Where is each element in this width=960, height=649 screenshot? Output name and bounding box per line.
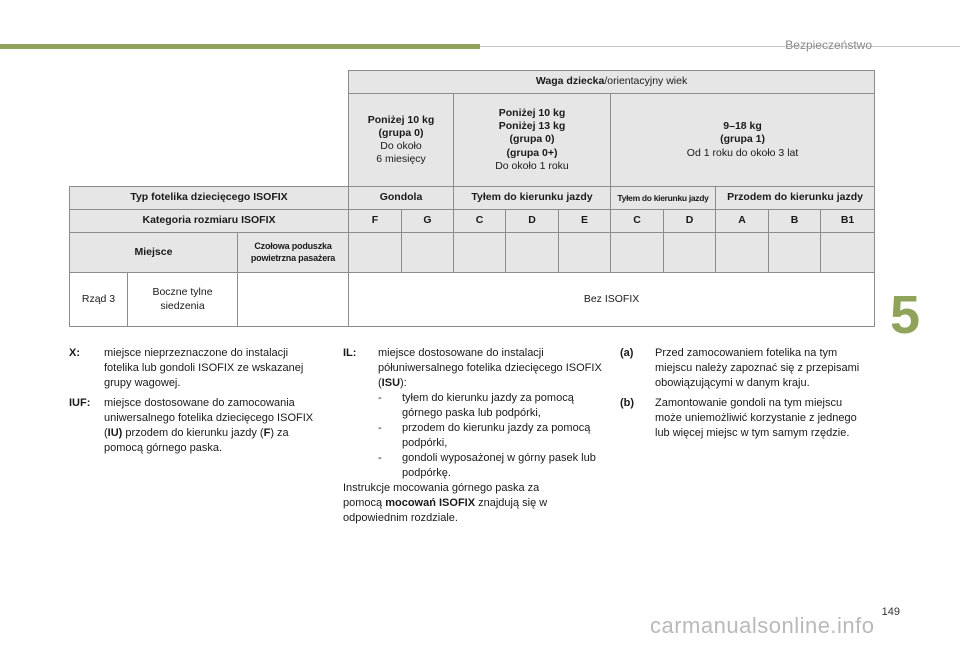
size-cell: D: [664, 210, 716, 233]
list-item: - tyłem do kierunku jazdy za pomocą górnego paska lub podpórki,: [378, 392, 574, 419]
legend-note-b: (b) Zamontowanie gondoli na tym miejscu może uniemożliwić korzystanie z jednego lub więcej miejsc w tym samym rzędzie.: [620, 397, 857, 439]
header-accent-bar: [0, 44, 480, 49]
size-cell: C: [454, 210, 506, 233]
empty-cell: [611, 233, 664, 273]
legend-note-a: (a) Przed zamocowaniem fotelika na tym miejscu należy zapoznać się z przepisami obowiązującymi w danym kraju.: [620, 347, 860, 389]
size-category-label: Kategoria rozmiaru ISOFIX: [70, 210, 349, 233]
isofix-instructions: Instrukcje mocowania górnego paska za pomocą mocowań ISOFIX znajdują się w odpowiednim rozdziale.: [343, 482, 548, 524]
list-item: - przodem do kierunku jazdy za pomocą podpórki,: [378, 422, 591, 449]
type-forward-facing: Przodem do kierunku jazdy: [716, 187, 875, 210]
empty-cell: [821, 233, 875, 273]
airbag-empty-cell: [238, 273, 349, 327]
legend-left: [69, 346, 324, 461]
airbag-label: Czołowa poduszka powietrzna pasażera: [238, 233, 349, 273]
row-value: Bez ISOFIX: [349, 273, 875, 327]
size-cell: F: [349, 210, 402, 233]
group-1-cell: 9–18 kg (grupa 1) Od 1 roku do około 3 lat: [611, 94, 875, 187]
isofix-table: [69, 70, 875, 327]
legend-middle: [343, 346, 605, 526]
group-0-cell: Poniżej 10 kg (grupa 0) Do około 6 miesięcy: [349, 94, 454, 187]
page-number: 149: [881, 606, 900, 618]
group-0plus-cell: Poniżej 10 kg Poniżej 13 kg (grupa 0) (grupa 0+) Do około 1 roku: [454, 94, 611, 187]
legend-right: [620, 346, 870, 446]
size-cell: C: [611, 210, 664, 233]
empty-cell: [716, 233, 769, 273]
size-cell: B1: [821, 210, 875, 233]
chapter-number: 5: [890, 285, 921, 345]
section-title: Bezpieczeństwo: [785, 38, 872, 52]
il-list: [378, 391, 605, 481]
row-label: Rząd 3: [70, 273, 128, 327]
legend-x: X: miejsce nieprzeznaczone do instalacji fotelika lub gondoli ISOFIX ze wskazanej grupy wagowej.: [69, 347, 304, 389]
empty-cell: [769, 233, 821, 273]
empty-cell: [402, 233, 454, 273]
seat-name: Boczne tylne siedzenia: [128, 273, 238, 327]
empty-cell: [349, 233, 402, 273]
legend-iuf: IUF: miejsce dostosowane do zamocowania uniwersalnego fotelika dziecięcego ISOFIX (IU) przodem do kierunku jazdy (F) za pomocą górnego paska.: [69, 397, 314, 454]
size-cell: A: [716, 210, 769, 233]
size-cell: E: [559, 210, 611, 233]
header-rule: [480, 46, 960, 47]
type-gondola: Gondola: [349, 187, 454, 210]
size-cell: D: [506, 210, 559, 233]
empty-cell: [506, 233, 559, 273]
seat-label: Miejsce: [70, 233, 238, 273]
list-item: - gondoli wyposażonej w górny pasek lub podpórkę.: [378, 452, 596, 479]
type-rear-facing-2: Tyłem do kierunku jazdy: [611, 187, 716, 210]
empty-cell: [664, 233, 716, 273]
size-cell: B: [769, 210, 821, 233]
size-cell: G: [402, 210, 454, 233]
weight-header: Waga dziecka/orientacyjny wiek: [349, 71, 875, 94]
type-rear-facing: Tyłem do kierunku jazdy: [454, 187, 611, 210]
watermark: carmanualsonline.info: [650, 613, 875, 638]
empty-cell: [454, 233, 506, 273]
empty-cell: [559, 233, 611, 273]
seat-type-label: Typ fotelika dziecięcego ISOFIX: [70, 187, 349, 210]
legend-il: IL: miejsce dostosowane do instalacji półuniwersalnego fotelika dziecięcego ISOFIX (ISU): - tyłem do kierunku jazdy za pomocą górnego paska lub podpórki, - przodem do kierunku jazdy za pomocą podpórki, - gondoli wyposażonej w górny pasek lub podpórkę.: [343, 346, 605, 481]
